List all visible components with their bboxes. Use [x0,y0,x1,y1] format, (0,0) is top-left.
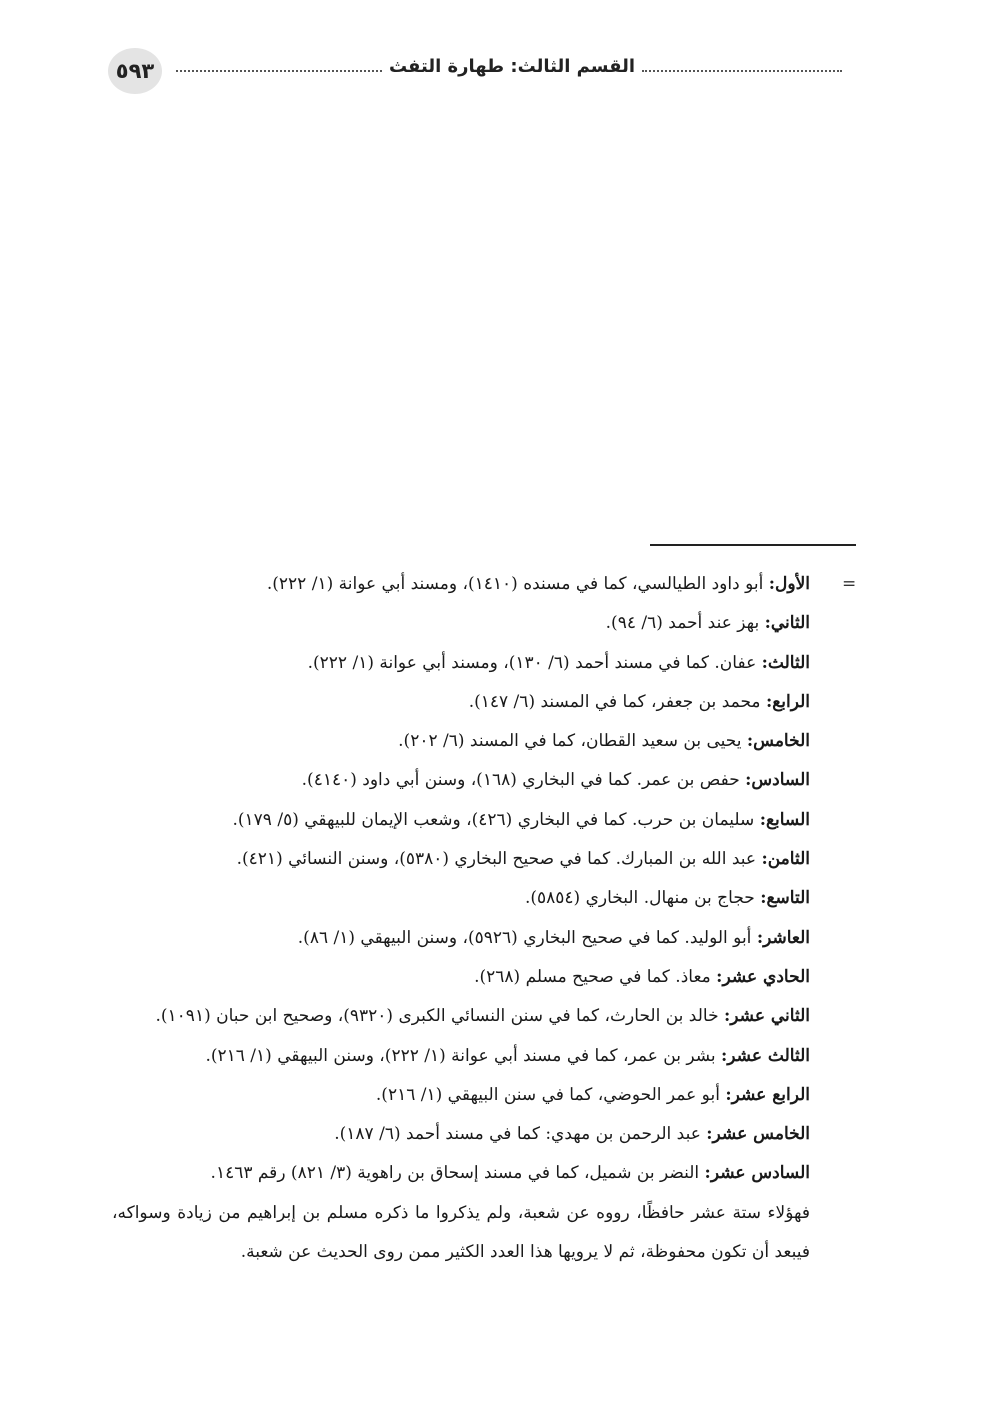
footnote-entry [112,1037,810,1076]
footnote-entry [112,761,810,800]
entry-text: خالد بن الحارث، كما في سنن النسائي الكبرى (٩٣٢٠)، وصحيح ابن حبان (١٠٩١). [155,1006,724,1027]
footnote-entry [112,1154,810,1193]
footnote-separator [650,544,856,546]
footnote-entry [112,1076,810,1115]
entry-text: حفص بن عمر. كما في البخاري (١٦٨)، وسنن أبي داود (٤١٤٠). [301,770,746,791]
entry-text: معاذ. كما في صحيح مسلم (٢٦٨). [474,966,717,987]
entry-label: الحادي عشر: [716,966,810,987]
entry-text: يحيى بن سعيد القطان، كما في المسند (٦/ ٢٠٢). [398,731,747,752]
entry-label: التاسع: [760,888,810,909]
entry-text: أبو الوليد. كما في صحيح البخاري (٥٩٢٦)، وسنن البيهقي (١/ ٨٦). [297,927,757,948]
entry-text: النضر بن شميل، كما في مسند إسحاق بن راهوية (٣/ ٨٢١) رقم ١٤٦٣. [210,1163,705,1184]
entry-text: أبو عمر الحوضي، كما في سنن البيهقي (١/ ٢١٦). [375,1084,726,1105]
footnote-entry [112,840,810,879]
header-dots-left [176,62,382,72]
footnote-entry [112,997,810,1036]
footnote-entry [112,879,810,918]
entry-label: الخامس عشر: [706,1124,810,1145]
entry-text: عبد الله بن المبارك. كما في صحيح البخاري (٥٣٨٠)، وسنن النسائي (٤٢١). [236,849,762,870]
entry-label: الثاني: [764,613,810,634]
entry-label: الأول: [768,574,810,594]
section-title: القسم الثالث: طهارة التفث [388,56,636,77]
entry-label: الرابع عشر: [725,1084,810,1105]
entry-text: بشر بن عمر، كما في مسند أبي عوانة (١/ ٢٢٢)، وسنن البيهقي (١/ ٢١٦). [205,1045,722,1066]
entry-text: عبد الرحمن بن مهدي: كما في مسند أحمد (٦/ ١٨٧). [334,1124,707,1145]
footnote-list [112,565,810,1272]
footnote-entry [112,604,810,643]
entry-label: الرابع: [765,691,810,712]
footnote-entry [112,958,810,997]
continuation-mark: = [842,574,857,594]
page-header [108,46,848,96]
footnote-entry [112,801,810,840]
entry-text: حجاج بن منهال. البخاري (٥٨٥٤). [524,888,761,909]
page-number: ٥٩٣ [108,48,162,94]
entry-label: السادس عشر: [704,1163,810,1184]
footnote-entry [112,919,810,958]
entry-label: الثاني عشر: [724,1006,810,1027]
entry-label: الثالث: [761,652,810,673]
entry-text: سليمان بن حرب. كما في البخاري (٤٢٦)، وشعب الإيمان للبيهقي (٥/ ١٧٩). [232,809,760,830]
entry-label: السابع: [759,809,810,830]
footnote-entry [112,722,810,761]
entry-label: الثالث عشر: [721,1045,810,1066]
entry-label: الثامن: [761,849,810,870]
footnote-entry [112,565,810,604]
footnote-entry [112,1115,810,1154]
entry-text: محمد بن جعفر، كما في المسند (٦/ ١٤٧). [468,691,766,712]
conclusion-paragraph: فهؤلاء ستة عشر حافظًا، رووه عن شعبة، ولم يذكروا ما ذكره مسلم بن إبراهيم من زيادة وسواكه، فيبعد أن تكون محفوظة، ثم لا يرويها هذا العدد الكثير ممن روى الحديث عن شعبة. [112,1202,810,1263]
entry-text: أبو داود الطيالسي، كما في مسنده (١٤١٠)، ومسند أبي عوانة (١/ ٢٢٢). [266,574,769,594]
entry-label: الخامس: [746,731,810,752]
entry-text: عفان. كما في مسند أحمد (٦/ ١٣٠)، ومسند أبي عوانة (١/ ٢٢٢). [307,652,762,673]
footnote-entry [112,644,810,683]
entry-label: العاشر: [756,927,810,948]
entry-text: بهز عند أحمد (٦/ ٩٤). [605,613,765,634]
entry-label: السادس: [745,770,810,791]
footnote-entry [112,683,810,722]
header-dots-right [642,62,842,72]
